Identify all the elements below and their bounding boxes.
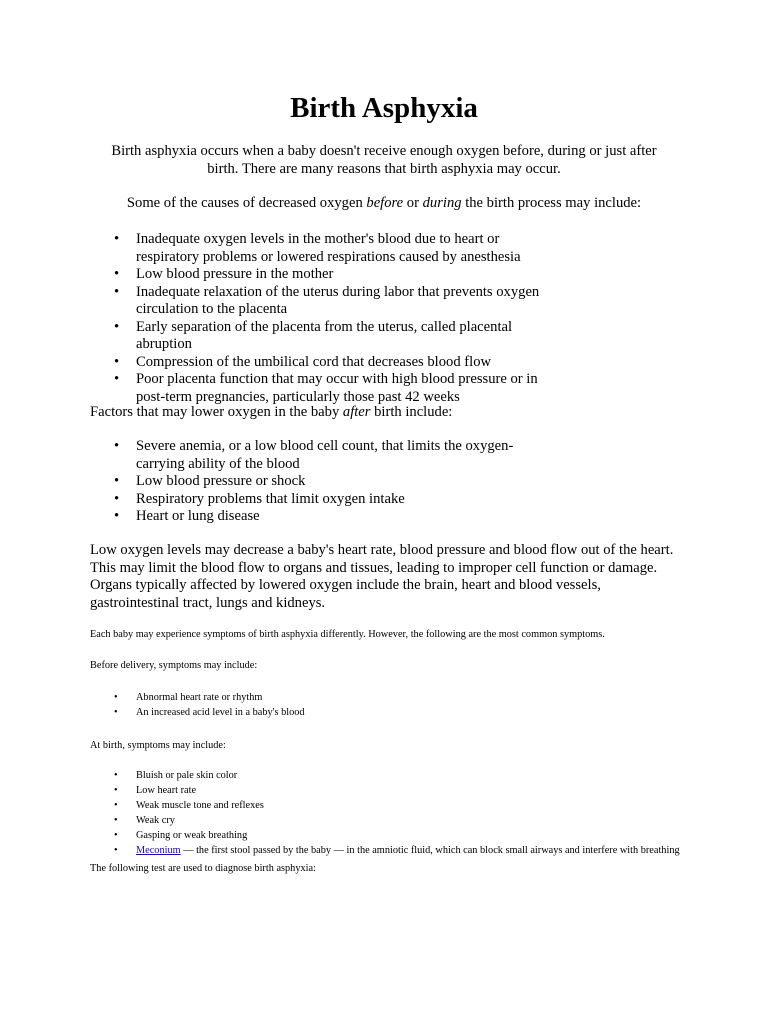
list-item-text: Respiratory problems that limit oxygen intake [136,490,405,507]
after-factors-list [0,438,560,526]
list-item-text: Severe anemia, or a low blood cell count, that limits the oxygen-carrying ability of the blood [136,438,514,472]
bullet: • [114,707,118,718]
list-item-text: An increased acid level in a baby's blood [136,707,305,718]
bullet: • [114,283,120,300]
list-item [0,284,560,319]
page-title: Birth Asphyxia [290,92,478,124]
list-item [0,319,560,354]
list-item-text: Bluish or pale skin color [136,770,238,781]
effects-paragraph: Low oxygen levels may decrease a baby's heart rate, blood pressure and blood flow out of the heart. This may limit the blood flow to organs and tissues, leading to improper cell function or damage. Organs typically affected by lowered oxygen include the brain, heart and blood vessels, gastrointestinal tract, lungs and kidneys. [90,542,674,611]
bullet: • [114,770,118,781]
list-item-text: Inadequate relaxation of the uterus during labor that prevents oxygen circulation to the placenta [136,283,540,317]
list-item-text: Weak muscle tone and reflexes [136,800,264,811]
bullet: • [114,473,120,489]
bullet: • [114,371,120,387]
after-intro-pre: Factors that may lower oxygen in the baby [90,404,343,420]
list-item [0,799,700,812]
list-item [0,829,700,842]
list-item-text: Early separation of the placenta from the uterus, called placental abruption [136,318,513,352]
before-delivery-intro: Before delivery, symptoms may include: [90,660,258,671]
bullet: • [114,438,120,454]
list-item [0,844,700,857]
list-item-text: Compression of the umbilical cord that decreases blood flow [136,353,492,370]
list-item-text: Weak cry [136,815,175,826]
list-item [0,354,560,372]
symptoms-intro: Each baby may experience symptoms of birth asphyxia differently. However, the following are the most common symptoms. [90,629,605,640]
after-intro-after: after [342,404,371,420]
bullet: • [114,318,120,335]
causes-intro-during: during [422,195,462,211]
bullet: • [114,800,118,811]
causes-intro [96,195,672,213]
list-item [0,814,700,827]
list-item [0,438,560,473]
list-item [0,769,700,782]
bullet: • [114,231,120,247]
causes-intro-mid: or [403,195,423,211]
at-birth-intro: At birth, symptoms may include: [90,740,226,751]
list-item-text: Heart or lung disease [136,508,260,524]
tests-intro: The following test are used to diagnose birth asphyxia: [90,863,316,874]
bullet: • [114,815,118,826]
at-birth-list [0,769,700,859]
causes-list [0,231,560,406]
list-item-text: Low blood pressure or shock [136,473,306,489]
causes-intro-pre: Some of the causes of decreased oxygen [126,195,367,211]
list-item-text: Low heart rate [136,785,197,796]
bullet: • [114,266,120,282]
list-item [0,691,700,704]
bullet: • [114,490,120,507]
list-item-text: Low blood pressure in the mother [136,266,334,282]
list-item-text: Gasping or weak breathing [136,830,248,841]
list-item-text: Abnormal heart rate or rhythm [136,692,263,703]
bullet: • [114,830,118,841]
causes-intro-post: the birth process may include: [461,195,642,211]
list-item [0,706,700,719]
list-item [0,266,560,284]
list-item [0,371,560,406]
before-delivery-list [0,691,700,721]
bullet: • [114,785,118,796]
list-item-text: Poor placenta function that may occur with high blood pressure or in post-term pregnancies, particularly those past 42 weeks [136,371,538,405]
meconium-link[interactable]: Meconium [136,845,181,856]
bullet: • [114,845,118,856]
intro-paragraph: Birth asphyxia occurs when a baby doesn't receive enough oxygen before, during or just after birth. There are many reasons that birth asphyxia may occur. [111,143,657,177]
list-item [0,784,700,797]
bullet: • [114,508,120,524]
bullet: • [114,692,118,703]
list-item [0,231,560,266]
after-intro-post: birth include: [370,404,453,420]
bullet: • [114,353,120,370]
causes-intro-before: before [366,195,404,211]
meconium-text: — the first stool passed by the baby — in the amniotic fluid, which can block small airways and interfere with breathing [180,845,680,856]
list-item [0,473,560,491]
list-item [0,508,560,526]
after-intro [90,404,690,422]
list-item-text: Inadequate oxygen levels in the mother's blood due to heart or respiratory problems or lowered respirations caused by anesthesia [136,231,521,265]
list-item [0,491,560,509]
